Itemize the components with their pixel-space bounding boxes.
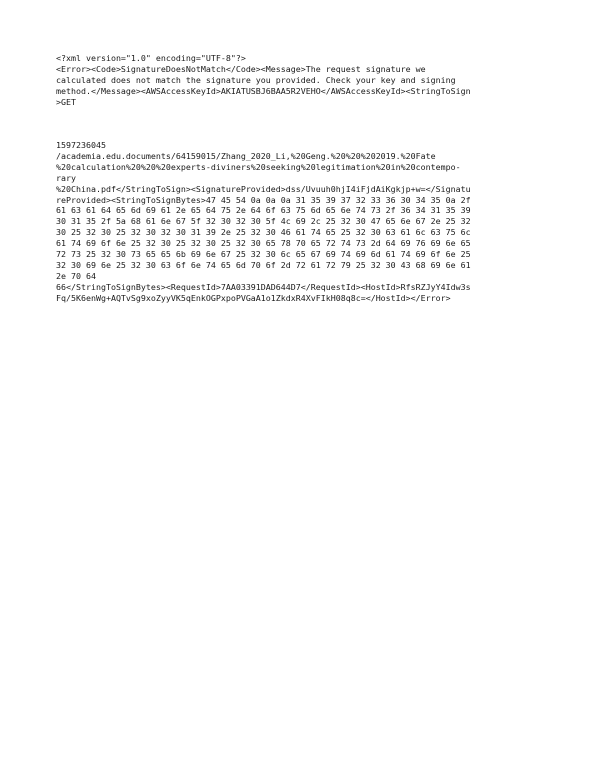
blank-line: [56, 129, 548, 140]
text-line-13: 30 31 35 2f 5a 68 61 6e 67 5f 32 30 32 30 5f 4c 69 2c 25 32 30 47 65 6e 67 2e 25 32: [56, 216, 471, 227]
text-line-3: calculated does not match the signature you provided. Check your key and signing: [56, 74, 456, 85]
text-line-9: rary: [56, 172, 76, 183]
text-line-4: method.</Message><AWSAccessKeyId>AKIATUSBJ6BAA5R2VEHO</AWSAccessKeyId><StringToSign: [56, 85, 471, 96]
text-line-10: %20China.pdf</StringToSign><SignatureProvided>dss/Uvuuh0hjI4iFjdAiKgkjp+w=</Signatu: [56, 183, 471, 194]
blank-line: [56, 118, 548, 129]
text-line-17: 32 30 69 6e 25 32 30 63 6f 6e 74 65 6d 70 6f 2d 72 61 72 79 25 32 30 43 68 69 6e 61: [56, 259, 471, 270]
text-line-11: reProvided><StringToSignBytes>47 45 54 0a 0a 0a 31 35 39 37 32 33 36 30 34 35 0a 2f: [56, 194, 471, 205]
text-line-2: <Error><Code>SignatureDoesNotMatch</Code><Message>The request signature we: [56, 63, 426, 74]
text-line-1: <?xml version="1.0" encoding="UTF-8"?>: [56, 53, 246, 63]
text-line-14: 30 25 32 30 25 32 30 32 30 31 39 2e 25 32 30 46 61 74 65 25 32 30 63 61 6c 63 75 6c: [56, 227, 471, 238]
text-line-18: 2e 70 64: [56, 270, 96, 281]
text-line-15: 61 74 69 6f 6e 25 32 30 25 32 30 25 32 30 65 78 70 65 72 74 73 2d 64 69 76 69 6e 65: [56, 238, 471, 249]
text-line-5: >GET: [56, 96, 76, 107]
text-line-12: 61 63 61 64 65 6d 69 61 2e 65 64 75 2e 64 6f 63 75 6d 65 6e 74 73 2f 36 34 31 35 39: [56, 205, 471, 216]
xml-header-block: [56, 53, 548, 107]
text-line-16: 72 73 25 32 30 73 65 65 6b 69 6e 67 25 32 30 6c 65 67 69 74 69 6d 61 74 69 6f 6e 25: [56, 249, 471, 260]
text-line-8: %20calculation%20%20%20experts-diviners%20seeking%20legitimation%20in%20contempo-: [56, 161, 461, 172]
blank-line: [56, 107, 548, 118]
text-line-20: Fq/5K6enWg+AQTvSg9xoZyyVK5qEnkOGPxpoPVGaA1o1ZkdxR4XvFIkH08q8c=</HostId></Error>: [56, 292, 451, 303]
string-to-sign-block: [56, 140, 548, 303]
text-line-7: /academia.edu.documents/64159015/Zhang_2020_Li,%20Geng.%20%20%202019.%20Fate: [56, 151, 436, 162]
text-line-19: 66</StringToSignBytes><RequestId>7AA03391DAD644D7</RequestId><HostId>RfsRZJyY4Idw3s: [56, 281, 471, 292]
xml-error-document: [56, 53, 548, 303]
text-line-6: 1597236045: [56, 140, 106, 151]
